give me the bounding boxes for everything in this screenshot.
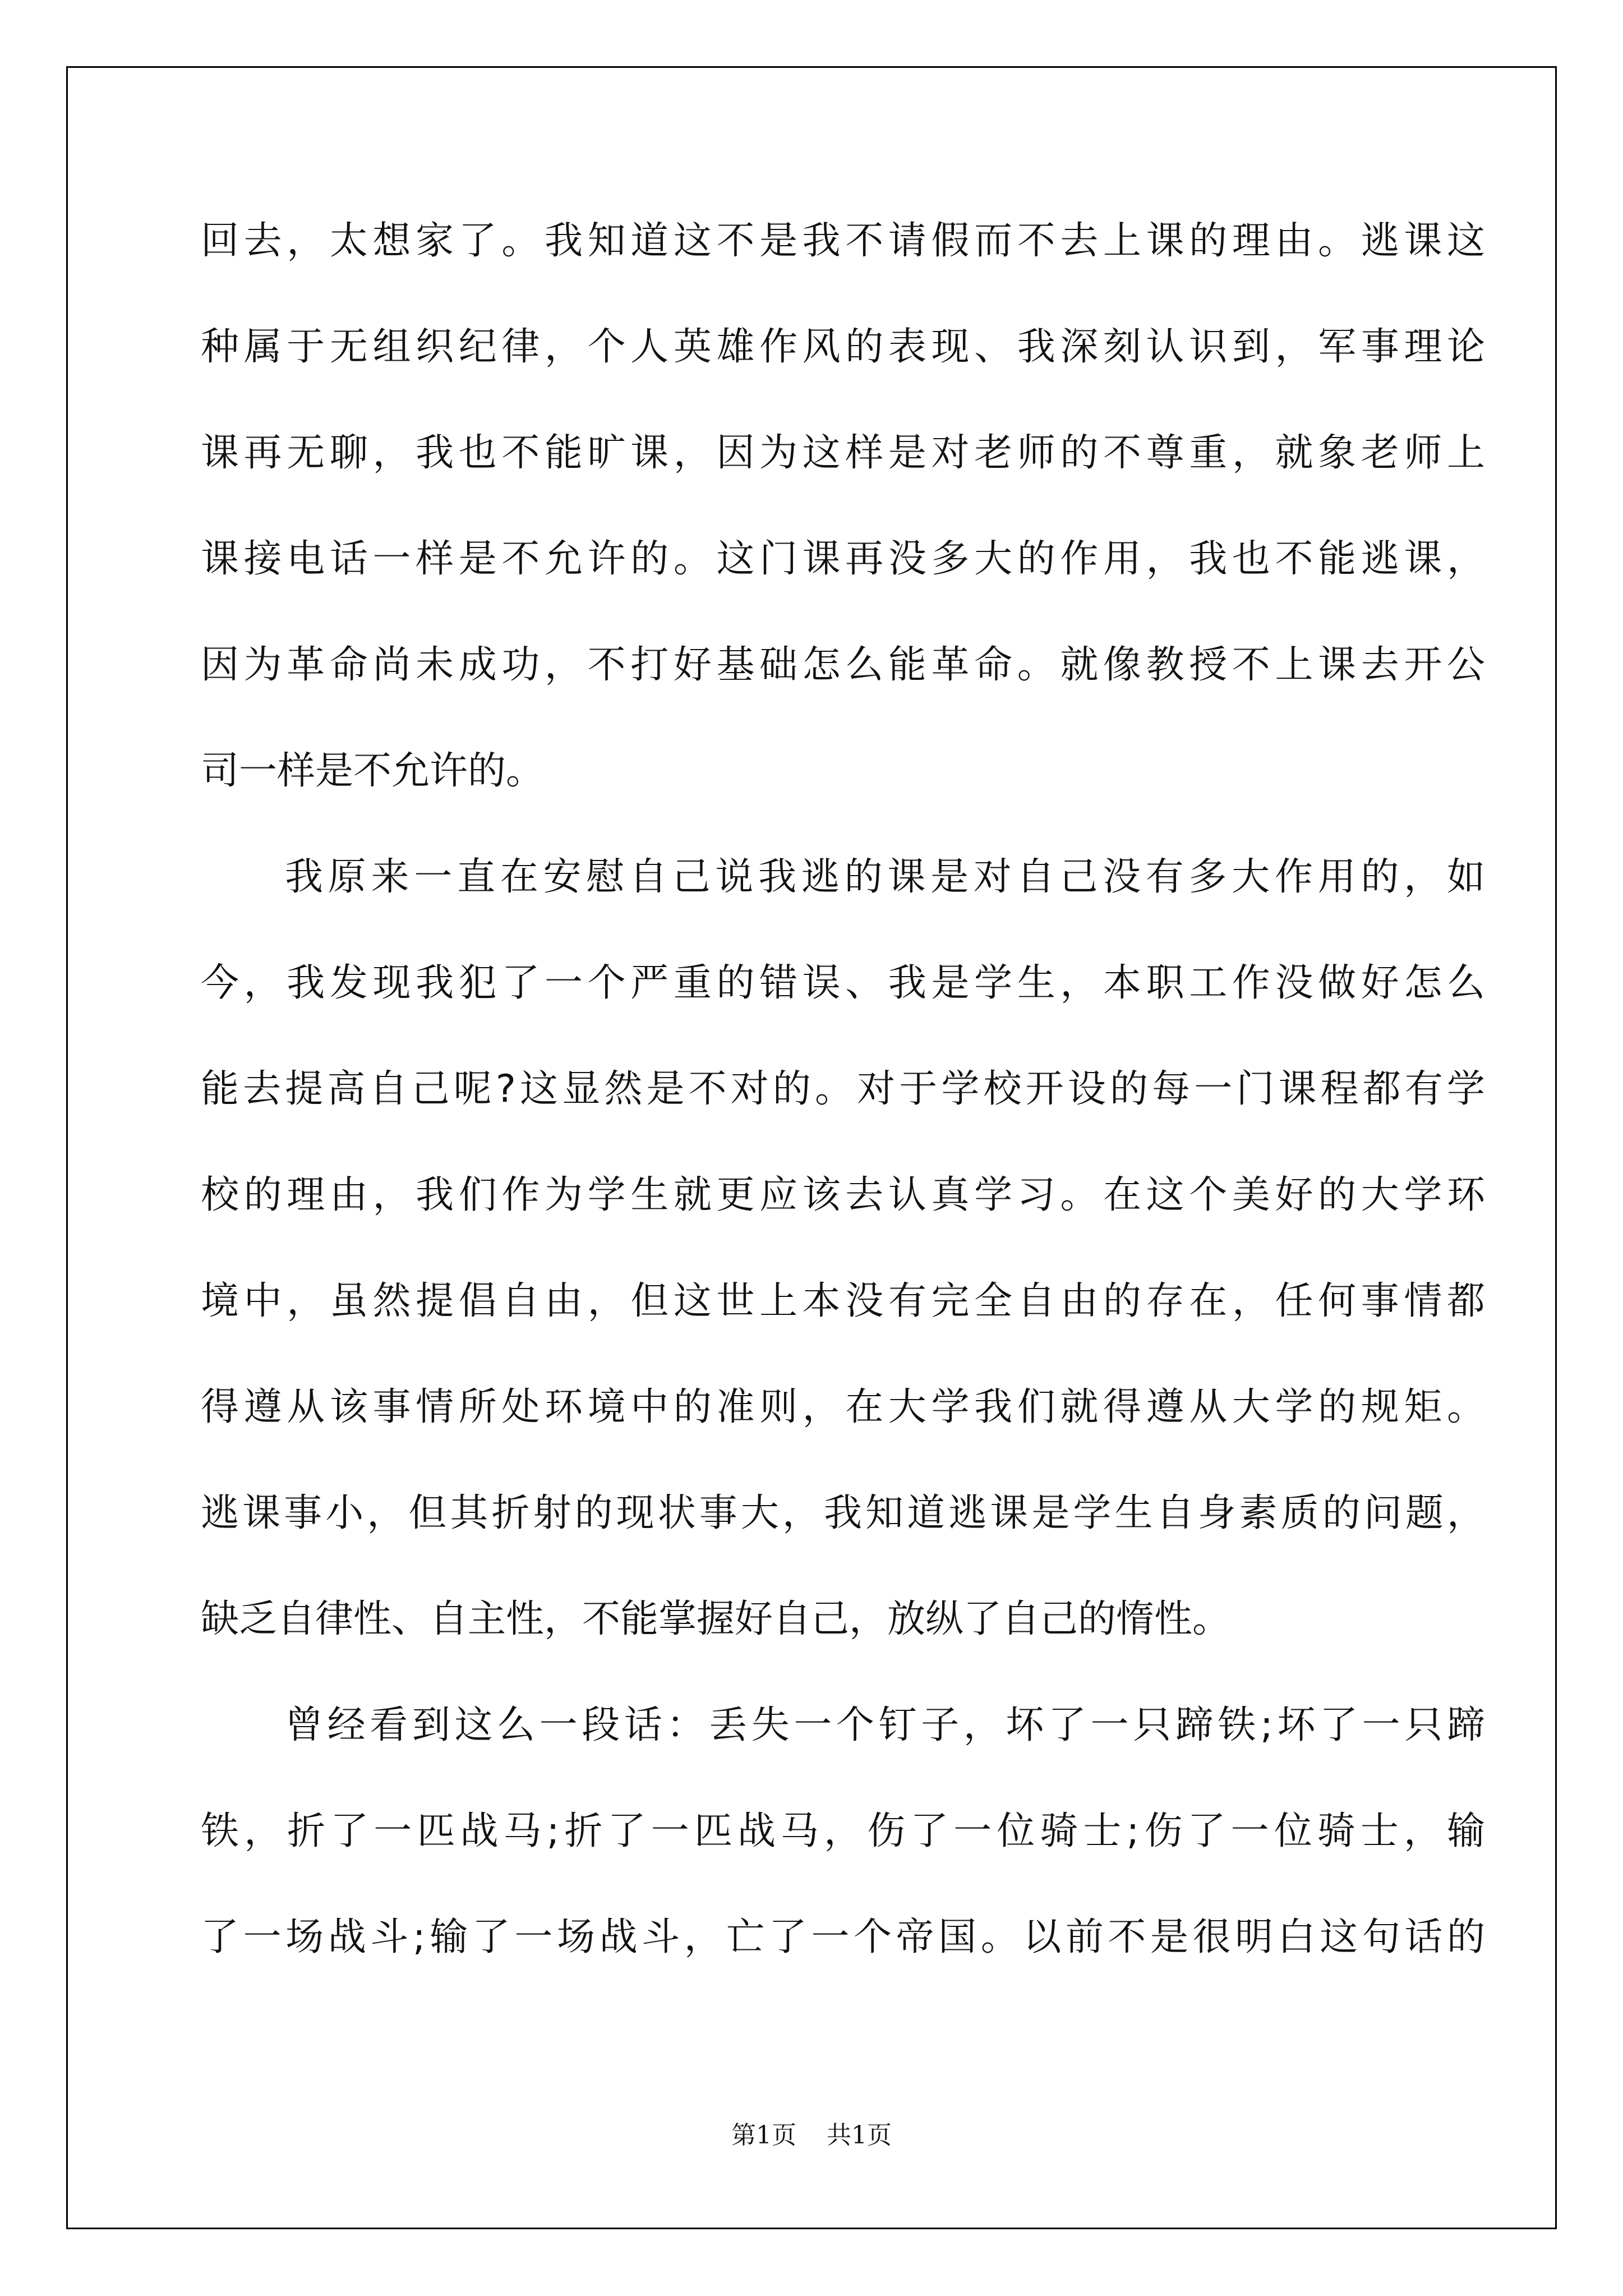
text-line: 回去，太想家了。我知道这不是我不请假而不去上课的理由。逃课这 — [201, 219, 1485, 263]
text-line: 我原来一直在安慰自己说我逃的课是对自己没有多大作用的，如 — [285, 855, 1485, 899]
text-line: 境中，虽然提倡自由，但这世上本没有完全自由的存在，任何事情都 — [201, 1279, 1485, 1323]
page-number-current: 第1页 — [731, 2121, 796, 2150]
text-line: 曾经看到这么一段话：丢失一个钉子，坏了一只蹄铁;坏了一只蹄 — [285, 1703, 1485, 1747]
text-line: 课再无聊，我也不能旷课，因为这样是对老师的不尊重，就象老师上 — [201, 431, 1485, 475]
text-line: 司一样是不允许的。 — [201, 749, 545, 793]
text-line: 逃课事小，但其折射的现状事大，我知道逃课是学生自身素质的问题， — [201, 1491, 1485, 1535]
text-line: 课接电话一样是不允许的。这门课再没多大的作用，我也不能逃课， — [201, 537, 1485, 581]
text-line: 铁，折了一匹战马;折了一匹战马，伤了一位骑士;伤了一位骑士，输 — [201, 1809, 1485, 1853]
text-line: 缺乏自律性、自主性，不能掌握好自己，放纵了自己的惰性。 — [201, 1597, 1231, 1641]
page-footer — [0, 2115, 1623, 2151]
document-body — [201, 219, 1485, 2021]
text-line: 了一场战斗;输了一场战斗，亡了一个帝国。以前不是很明白这句话的 — [201, 1915, 1485, 1959]
text-line: 校的理由，我们作为学生就更应该去认真学习。在这个美好的大学环 — [201, 1173, 1485, 1217]
text-line: 今，我发现我犯了一个严重的错误、我是学生，本职工作没做好怎么 — [201, 961, 1485, 1005]
text-line: 得遵从该事情所处环境中的准则，在大学我们就得遵从大学的规矩。 — [201, 1385, 1485, 1429]
page-number-total: 共1页 — [827, 2121, 892, 2150]
text-line: 能去提高自己呢?这显然是不对的。对于学校开设的每一门课程都有学 — [201, 1067, 1485, 1111]
text-line: 因为革命尚未成功，不打好基础怎么能革命。就像教授不上课去开公 — [201, 643, 1485, 687]
text-line: 种属于无组织纪律，个人英雄作风的表现、我深刻认识到，军事理论 — [201, 325, 1485, 369]
